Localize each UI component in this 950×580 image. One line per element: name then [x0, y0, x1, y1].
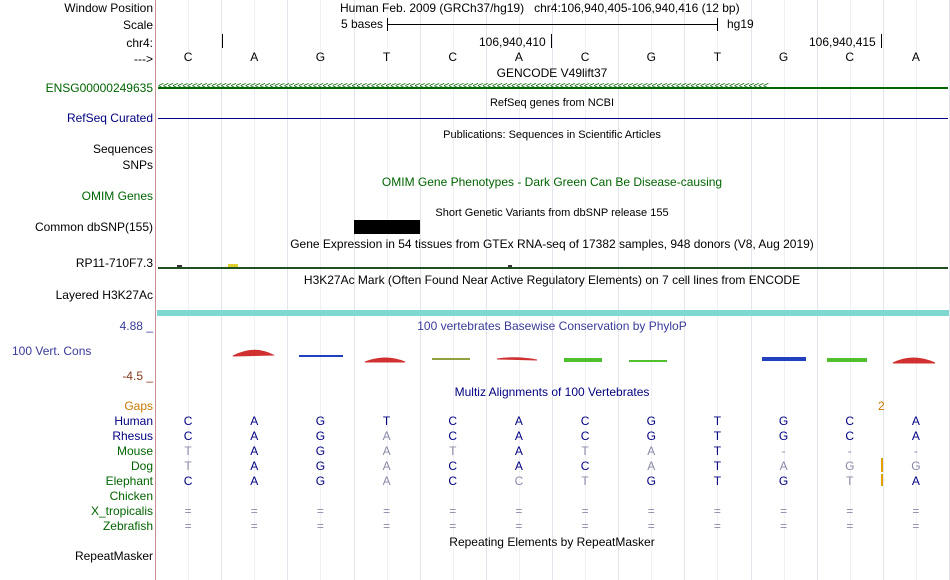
- scale-bar: [387, 24, 717, 25]
- multiz-base: =: [912, 504, 920, 518]
- window-position-value[interactable]: Human Feb. 2009 (GRCh37/hg19) chr4:106,940,405-106,940,416 (12 bp): [340, 1, 740, 15]
- multiz-base: T: [581, 474, 589, 488]
- scale-bar-right-tick: [717, 18, 718, 31]
- multiz-base: =: [449, 519, 457, 533]
- multiz-base: C: [448, 459, 458, 473]
- phylop-peak: [564, 358, 602, 362]
- multiz-base: =: [912, 519, 920, 533]
- multiz-base: C: [845, 429, 855, 443]
- multiz-base: C: [183, 429, 193, 443]
- phylop-peak: [432, 358, 470, 360]
- multiz-base: G: [778, 474, 789, 488]
- ruler-base: A: [911, 50, 920, 64]
- multiz-track-title[interactable]: Multiz Alignments of 100 Vertebrates: [454, 385, 650, 399]
- multiz-base: =: [250, 519, 258, 533]
- multiz-species-label[interactable]: Dog: [130, 459, 153, 473]
- multiz-base: C: [448, 474, 458, 488]
- multiz-base: A: [514, 459, 523, 473]
- multiz-insertion-marker: [881, 458, 883, 472]
- label-separator: [155, 0, 156, 580]
- phylop-min-value: -4.5 _: [122, 369, 153, 383]
- multiz-base: C: [580, 414, 590, 428]
- ruler-base: A: [250, 50, 259, 64]
- phylop-peak: [762, 357, 806, 361]
- scale-assembly: hg19: [727, 17, 754, 31]
- multiz-base: =: [383, 519, 391, 533]
- scale-bar-left-tick: [387, 18, 388, 31]
- multiz-base: T: [382, 414, 391, 428]
- refseq-label[interactable]: RefSeq Curated: [66, 111, 153, 125]
- omim-track-title[interactable]: OMIM Gene Phenotypes - Dark Green Can Be Disease-causing: [381, 175, 723, 189]
- omim-label[interactable]: OMIM Genes: [81, 189, 153, 203]
- publications-snps-label[interactable]: SNPs: [122, 158, 153, 172]
- multiz-base: =: [184, 519, 192, 533]
- multiz-base: T: [184, 459, 192, 473]
- phylop-track-title[interactable]: 100 vertebrates Basewise Conservation by PhyloP: [417, 319, 687, 333]
- ruler-tick: [551, 34, 552, 48]
- multiz-base: =: [647, 504, 655, 518]
- multiz-base: T: [449, 444, 457, 458]
- gtex-gene-label[interactable]: RP11-710F7.3: [75, 256, 153, 270]
- repeatmasker-track-title[interactable]: Repeating Elements by RepeatMasker: [449, 535, 655, 549]
- ruler-base: G: [778, 50, 789, 64]
- multiz-species-label[interactable]: Mouse: [116, 444, 153, 458]
- multiz-base: T: [713, 459, 722, 473]
- ruler-base: T: [382, 50, 391, 64]
- multiz-base: =: [250, 504, 258, 518]
- multiz-species-label[interactable]: Chicken: [109, 489, 153, 503]
- multiz-base: =: [713, 519, 721, 533]
- multiz-base: G: [646, 414, 656, 428]
- multiz-base: =: [184, 504, 192, 518]
- multiz-base: C: [580, 459, 590, 473]
- multiz-base: A: [911, 414, 920, 428]
- ruler-base: G: [315, 50, 326, 64]
- gtex-track-title[interactable]: Gene Expression in 54 tissues from GTEx RNA-seq of 17382 samples, 948 donors (V8, Aug 2019): [290, 237, 814, 251]
- window-position-label: Window Position: [64, 1, 153, 15]
- multiz-base: C: [448, 429, 458, 443]
- ruler-tick-label-1: 106,940,410: [479, 35, 546, 49]
- multiz-base: A: [911, 429, 920, 443]
- phylop-peak: [827, 358, 867, 362]
- multiz-base: A: [647, 459, 656, 473]
- multiz-base: =: [515, 504, 523, 518]
- gtex-tick: [508, 265, 512, 267]
- multiz-base: A: [382, 429, 391, 443]
- multiz-base: =: [780, 519, 788, 533]
- multiz-base: =: [846, 519, 854, 533]
- multiz-base: T: [713, 429, 722, 443]
- dbsnp-track-title[interactable]: Short Genetic Variants from dbSNP release 155: [435, 207, 669, 219]
- publications-sequences-label[interactable]: Sequences: [92, 142, 153, 156]
- multiz-base: G: [315, 414, 326, 428]
- refseq-track-title[interactable]: RefSeq genes from NCBI: [489, 97, 615, 109]
- multiz-base: G: [911, 459, 921, 473]
- multiz-base: A: [382, 459, 391, 473]
- multiz-species-label[interactable]: Rhesus: [112, 429, 153, 443]
- multiz-base: =: [316, 519, 324, 533]
- multiz-base: A: [250, 459, 259, 473]
- multiz-base: A: [779, 459, 788, 473]
- multiz-base: G: [315, 459, 326, 473]
- strand-label: --->: [134, 52, 153, 66]
- multiz-base: T: [713, 474, 722, 488]
- ruler-base: C: [580, 50, 590, 64]
- multiz-base: T: [713, 444, 722, 458]
- multiz-base: C: [514, 474, 524, 488]
- multiz-insertion-marker: [881, 474, 883, 486]
- multiz-base: =: [515, 519, 523, 533]
- multiz-base: =: [581, 504, 589, 518]
- multiz-base: G: [315, 474, 326, 488]
- multiz-base: G: [646, 429, 656, 443]
- multiz-gaps-label[interactable]: Gaps: [124, 399, 153, 413]
- publications-track-title[interactable]: Publications: Sequences in Scientific Articles: [443, 129, 661, 141]
- refseq-gene-feature[interactable]: [158, 118, 948, 119]
- multiz-base: =: [647, 519, 655, 533]
- multiz-base: -: [913, 444, 918, 458]
- multiz-base: =: [581, 519, 589, 533]
- phylop-peak: [893, 358, 935, 363]
- ruler-tick: [222, 34, 223, 48]
- multiz-base: A: [647, 444, 656, 458]
- multiz-base: =: [846, 504, 854, 518]
- h3k27ac-track-title[interactable]: H3K27Ac Mark (Often Found Near Active Regulatory Elements) on 7 cell lines from ENCODE: [303, 273, 801, 287]
- ruler-base: C: [183, 50, 193, 64]
- gtex-expression-mark: [228, 264, 238, 267]
- multiz-base: A: [911, 474, 920, 488]
- phylop-label[interactable]: 100 Vert. Cons: [12, 344, 92, 358]
- multiz-base: T: [581, 444, 589, 458]
- phylop-peak: [629, 360, 667, 362]
- multiz-base: =: [316, 504, 324, 518]
- ruler-base: T: [713, 50, 722, 64]
- multiz-base: =: [383, 504, 391, 518]
- multiz-base: T: [713, 414, 722, 428]
- multiz-base: G: [315, 429, 326, 443]
- multiz-gap-count: 2: [878, 399, 885, 413]
- repeatmasker-label[interactable]: RepeatMasker: [74, 549, 153, 563]
- multiz-base: A: [250, 429, 259, 443]
- multiz-base: A: [250, 474, 259, 488]
- ruler-base: C: [845, 50, 855, 64]
- dbsnp-label[interactable]: Common dbSNP(155): [34, 220, 153, 234]
- multiz-base: A: [250, 444, 259, 458]
- multiz-base: G: [845, 459, 855, 473]
- ruler-base: A: [514, 50, 523, 64]
- chrom-label: chr4:: [126, 36, 153, 50]
- ruler-base: C: [448, 50, 458, 64]
- phylop-max-value: 4.88 _: [119, 319, 153, 333]
- scale-text: 5 bases: [340, 17, 383, 31]
- phylop-peak: [233, 350, 273, 356]
- multiz-species-label[interactable]: Elephant: [105, 474, 153, 488]
- multiz-base: =: [780, 504, 788, 518]
- multiz-base: C: [580, 429, 590, 443]
- multiz-base: A: [514, 429, 523, 443]
- multiz-base: T: [846, 474, 854, 488]
- gencode-feature-label[interactable]: ENSG00000249635: [45, 81, 153, 95]
- h3k27ac-signal[interactable]: [157, 310, 949, 316]
- multiz-base: C: [183, 474, 193, 488]
- phylop-peak: [299, 355, 343, 357]
- multiz-base: A: [514, 414, 523, 428]
- multiz-base: G: [646, 474, 656, 488]
- multiz-base: A: [514, 444, 523, 458]
- multiz-base: -: [781, 444, 786, 458]
- multiz-base: G: [778, 414, 789, 428]
- h3k27ac-label[interactable]: Layered H3K27Ac: [55, 288, 153, 302]
- multiz-species-label[interactable]: Human: [114, 414, 153, 428]
- multiz-base: G: [315, 444, 326, 458]
- phylop-peak: [497, 358, 537, 360]
- multiz-species-label[interactable]: Zebrafish: [102, 519, 153, 533]
- gencode-strand-arrows: <<<<<<<<<<<<<<<<<<<<<<<<<<<<<<<<<<<<<<<<<<<<<<<<<<<<<<<<<<<<<<<<<<<<<<<<<<<<<<<<<<<<<<<<<<<<<<<<<<<<<<<<<<<<<<<<<<<<<<<<<<<<<<: [158, 81, 768, 92]
- multiz-base: C: [845, 414, 855, 428]
- multiz-base: C: [448, 414, 458, 428]
- ruler-tick-label-2: 106,940,415: [809, 35, 876, 49]
- multiz-base: C: [183, 414, 193, 428]
- multiz-base: -: [847, 444, 852, 458]
- multiz-base: G: [778, 429, 789, 443]
- gtex-tick: [177, 265, 182, 267]
- scale-label: Scale: [122, 18, 153, 32]
- gencode-track-title[interactable]: GENCODE V49lift37: [496, 66, 608, 80]
- phylop-signal[interactable]: [0, 345, 950, 370]
- gtex-gene-feature[interactable]: [158, 267, 948, 269]
- multiz-base: A: [382, 474, 391, 488]
- multiz-base: T: [184, 444, 192, 458]
- ruler-tick: [881, 34, 882, 48]
- phylop-peak: [365, 358, 405, 362]
- multiz-base: A: [382, 444, 391, 458]
- multiz-base: =: [449, 504, 457, 518]
- multiz-species-label[interactable]: X_tropicalis: [90, 504, 153, 518]
- multiz-base: =: [713, 504, 721, 518]
- multiz-base: A: [250, 414, 259, 428]
- dbsnp-variant-feature[interactable]: [354, 220, 420, 234]
- ruler-base: G: [646, 50, 656, 64]
